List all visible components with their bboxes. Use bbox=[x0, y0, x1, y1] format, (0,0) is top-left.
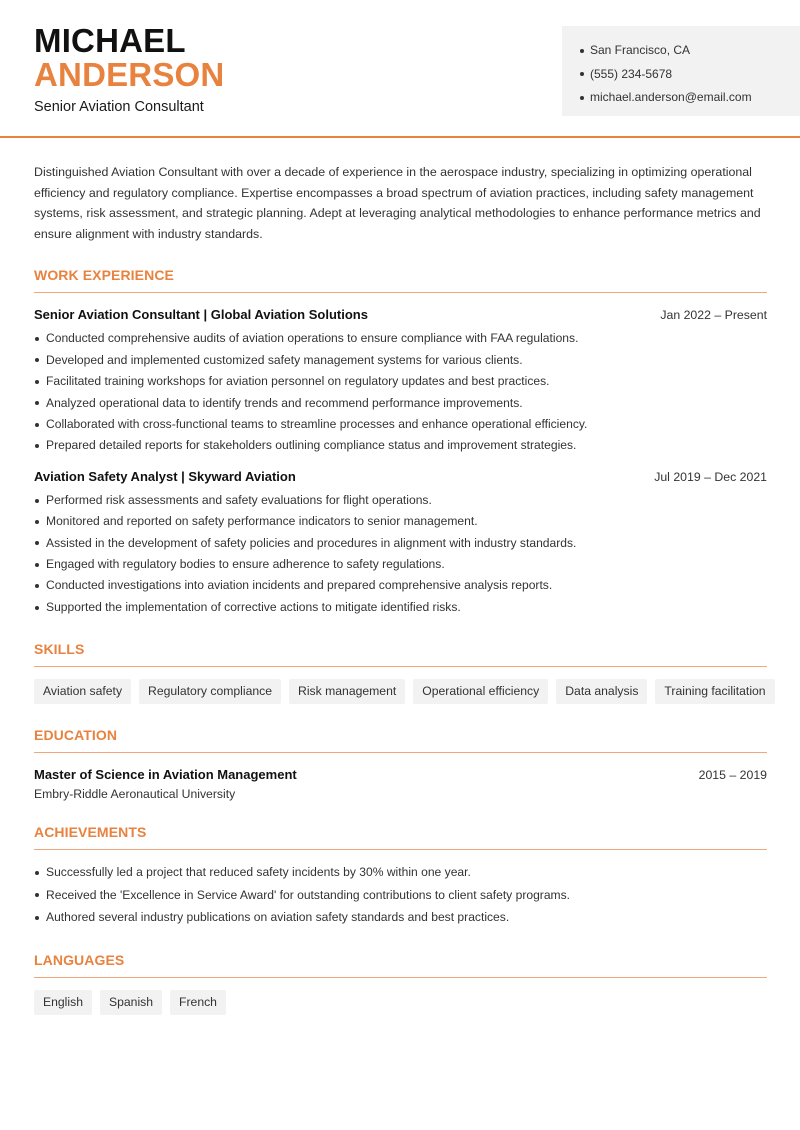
list-item: Supported the implementation of corrective actions to mitigate identified risks. bbox=[34, 597, 767, 618]
job-dates: Jul 2019 – Dec 2021 bbox=[654, 469, 767, 484]
skill-tag: Data analysis bbox=[556, 679, 647, 704]
skill-tag: Operational efficiency bbox=[413, 679, 548, 704]
bullet-icon bbox=[35, 401, 39, 405]
list-item: Conducted comprehensive audits of aviation operations to ensure compliance with FAA regulations. bbox=[34, 328, 767, 349]
bullet-icon bbox=[35, 423, 39, 427]
contact-box bbox=[562, 26, 800, 116]
section-heading-work: WORK EXPERIENCE bbox=[34, 267, 767, 293]
list-item: Prepared detailed reports for stakeholders outlining compliance status and improvement strategies. bbox=[34, 435, 767, 456]
section-heading-languages: LANGUAGES bbox=[34, 952, 767, 978]
bullet-icon bbox=[35, 893, 39, 897]
list-item: Received the 'Excellence in Service Award' for outstanding contributions to client safety programs. bbox=[34, 884, 767, 907]
section-heading-education: EDUCATION bbox=[34, 727, 767, 753]
job-entry bbox=[34, 469, 767, 618]
bullet-icon bbox=[35, 584, 39, 588]
section-heading-skills: SKILLS bbox=[34, 641, 767, 667]
job-role: Senior Aviation Consultant | Global Aviation Solutions bbox=[34, 307, 368, 323]
list-item: Successfully led a project that reduced safety incidents by 30% within one year. bbox=[34, 861, 767, 884]
list-item: Authored several industry publications on aviation safety standards and best practices. bbox=[34, 906, 767, 929]
language-tag: Spanish bbox=[100, 990, 162, 1015]
job-header bbox=[34, 307, 767, 322]
education-header bbox=[34, 767, 767, 782]
bullet-icon bbox=[35, 563, 39, 567]
language-tag: French bbox=[170, 990, 226, 1015]
bullet-icon bbox=[35, 337, 39, 341]
list-item: Monitored and reported on safety performance indicators to senior management. bbox=[34, 511, 767, 532]
last-name: ANDERSON bbox=[34, 56, 225, 93]
first-name: MICHAEL bbox=[34, 22, 186, 59]
list-item: Developed and implemented customized safety management systems for various clients. bbox=[34, 350, 767, 371]
job-header bbox=[34, 469, 767, 484]
skill-tag: Training facilitation bbox=[655, 679, 774, 704]
list-item: Assisted in the development of safety policies and procedures in alignment with industry standards. bbox=[34, 533, 767, 554]
candidate-name bbox=[34, 24, 224, 92]
bullet-icon bbox=[35, 444, 39, 448]
language-tag: English bbox=[34, 990, 92, 1015]
bullet-icon bbox=[35, 606, 39, 610]
bullet-icon bbox=[35, 541, 39, 545]
achievements-list bbox=[34, 861, 767, 929]
skill-tag: Aviation safety bbox=[34, 679, 131, 704]
contact-location: San Francisco, CA bbox=[580, 39, 782, 63]
bullet-icon bbox=[35, 358, 39, 362]
resume-body bbox=[34, 162, 767, 1015]
job-role: Aviation Safety Analyst | Skyward Aviation bbox=[34, 468, 296, 484]
bullet-icon bbox=[35, 380, 39, 384]
skills-list bbox=[34, 679, 767, 704]
school-name: Embry-Riddle Aeronautical University bbox=[34, 787, 236, 802]
job-dates: Jan 2022 – Present bbox=[660, 308, 767, 323]
skill-tag: Risk management bbox=[289, 679, 405, 704]
summary-paragraph: Distinguished Aviation Consultant with over a decade of experience in the aerospace industry, specializing in optimizing operational efficiency and regulatory compliance. Expertise encompasses a broad spectrum of aviation practices, including safety management systems, risk assessment, and strategic planning. Adept at leveraging analytical methodologies to enhance performance metrics and ensure alignment with industry standards. bbox=[34, 165, 761, 241]
resume-header bbox=[0, 0, 800, 138]
contact-phone: (555) 234-5678 bbox=[580, 63, 782, 87]
job-entry bbox=[34, 307, 767, 456]
list-item: Performed risk assessments and safety evaluations for flight operations. bbox=[34, 490, 767, 511]
bullet-icon bbox=[580, 49, 584, 53]
list-item: Collaborated with cross-functional teams to streamline processes and enhance operational efficiency. bbox=[34, 414, 767, 435]
bullet-icon bbox=[35, 871, 39, 875]
job-bullets bbox=[34, 490, 767, 618]
bullet-icon bbox=[35, 499, 39, 503]
bullet-icon bbox=[580, 96, 584, 100]
languages-list bbox=[34, 990, 767, 1015]
education-dates: 2015 – 2019 bbox=[698, 768, 767, 783]
job-bullets bbox=[34, 328, 767, 456]
section-heading-achievements: ACHIEVEMENTS bbox=[34, 824, 767, 850]
bullet-icon bbox=[35, 520, 39, 524]
bullet-icon bbox=[35, 916, 39, 920]
skill-tag: Regulatory compliance bbox=[139, 679, 281, 704]
degree-name: Master of Science in Aviation Management bbox=[34, 767, 297, 783]
contact-email: michael.anderson@email.com bbox=[580, 86, 782, 110]
job-title: Senior Aviation Consultant bbox=[34, 99, 204, 115]
education-entry bbox=[34, 767, 767, 801]
list-item: Analyzed operational data to identify trends and recommend performance improvements. bbox=[34, 393, 767, 414]
bullet-icon bbox=[580, 72, 584, 76]
list-item: Facilitated training workshops for aviation personnel on regulatory updates and best practices. bbox=[34, 371, 767, 392]
list-item: Conducted investigations into aviation incidents and prepared comprehensive analysis reports. bbox=[34, 575, 767, 596]
list-item: Engaged with regulatory bodies to ensure adherence to safety regulations. bbox=[34, 554, 767, 575]
